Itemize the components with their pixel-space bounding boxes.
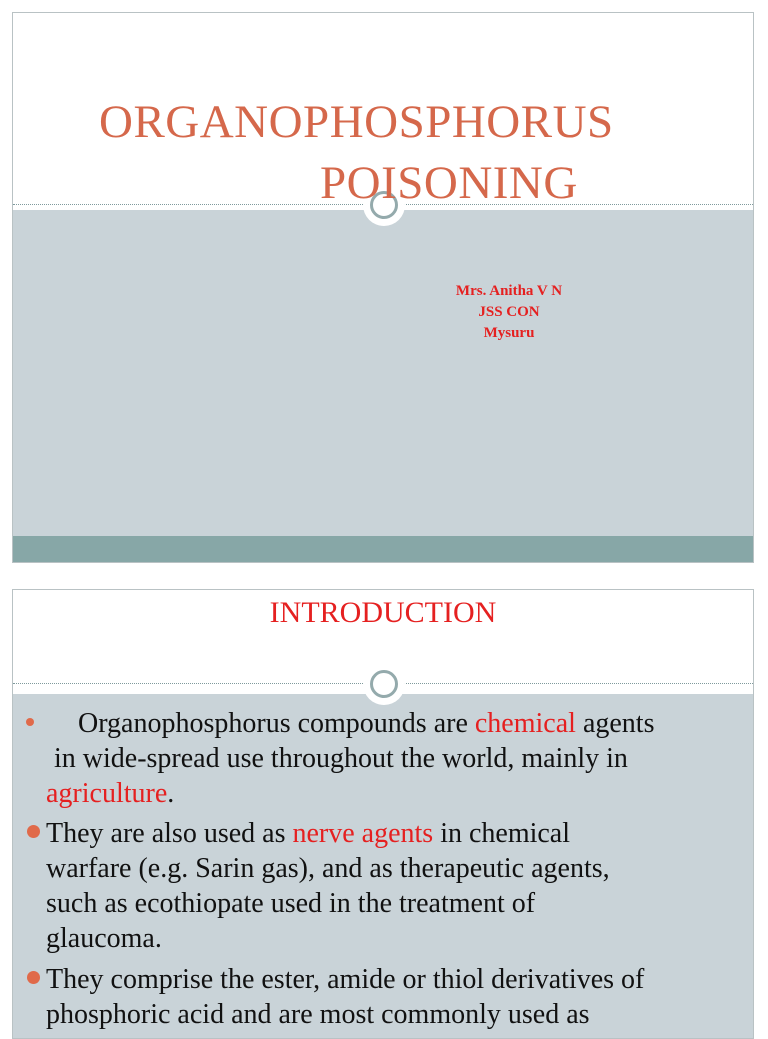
bullet-line: They comprise the ester, amide or thiol derivatives of <box>46 964 645 995</box>
bullet-line <box>46 776 174 811</box>
author-city: Mysuru <box>483 325 535 341</box>
bullet-text: Organophosphorus compounds are <box>78 708 475 739</box>
bullet-line: warfare (e.g. Sarin gas), and as therapeutic agents, <box>46 853 610 884</box>
author-institution: JSS CON <box>478 304 540 320</box>
slide-heading: INTRODUCTION <box>269 596 497 629</box>
introduction-slide <box>12 589 754 1039</box>
bullet-text: agents <box>575 708 655 739</box>
title-slide <box>12 12 754 563</box>
bullet-line: in wide-spread use throughout the world, mainly in <box>54 743 628 774</box>
circle-ornament-icon <box>363 663 405 705</box>
bullet-icon <box>27 825 40 838</box>
slide-body <box>13 210 753 536</box>
footer-band <box>13 536 753 563</box>
bullet-text: . <box>167 778 175 809</box>
bullet-text: They are also used as <box>46 818 293 849</box>
bullet-line: phosphoric acid and are most commonly used as <box>46 999 590 1030</box>
bullet-text: in chemical <box>433 818 571 849</box>
bullet-line <box>78 706 654 741</box>
highlight-text: nerve agents <box>292 818 434 849</box>
highlight-text: agriculture <box>46 778 168 809</box>
highlight-text: chemical <box>474 708 576 739</box>
author-name: Mrs. Anitha V N <box>455 283 563 299</box>
bullet-line: glaucoma. <box>46 923 162 954</box>
bullet-line <box>46 816 570 851</box>
slide-title-line-1: ORGANOPHOSPHORUS <box>99 96 614 148</box>
bullet-icon <box>27 971 40 984</box>
slide-title-line-2: POISONING <box>320 157 578 209</box>
bullet-line: such as ecothiopate used in the treatment of <box>46 888 536 919</box>
bullet-icon <box>26 718 34 726</box>
